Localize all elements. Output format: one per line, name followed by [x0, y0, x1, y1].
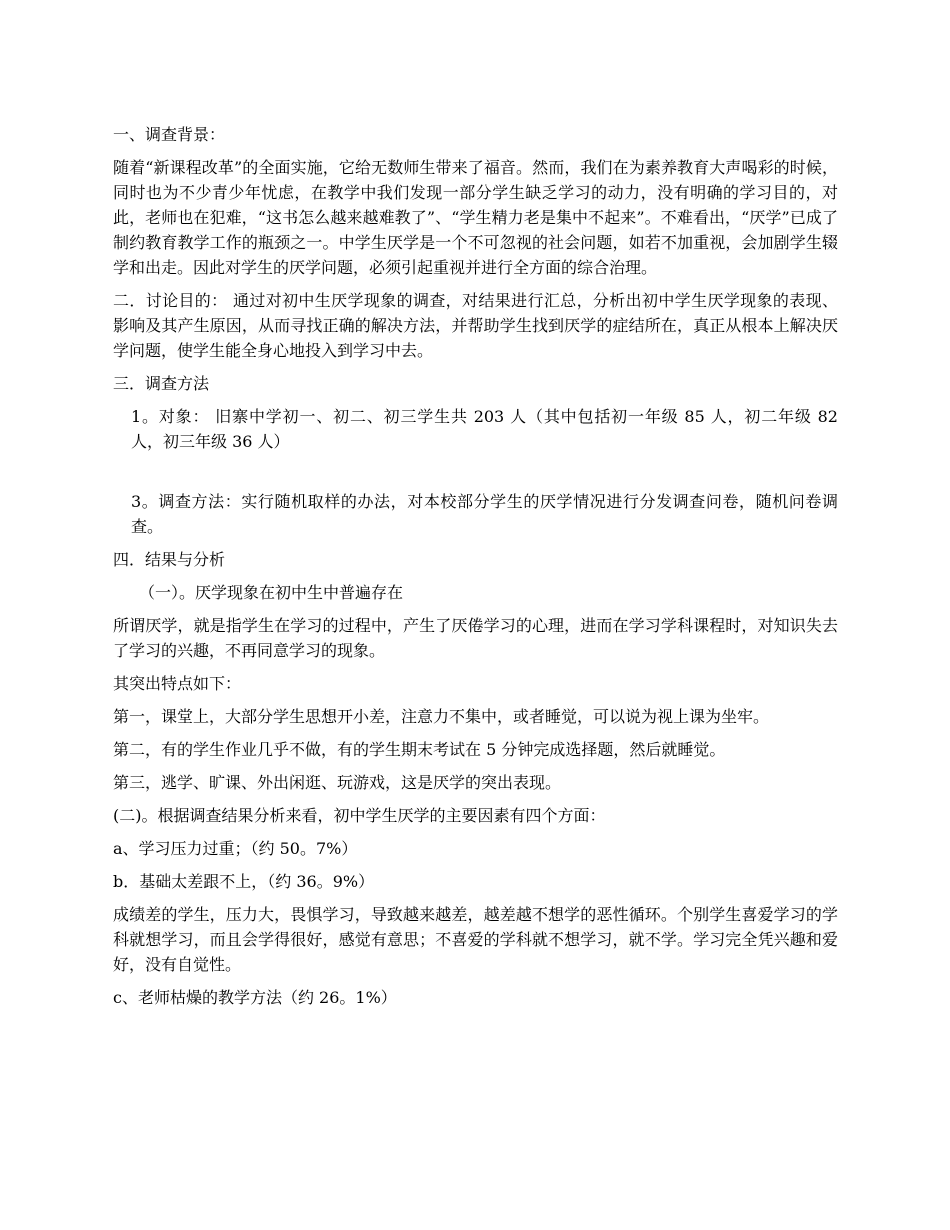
paragraph-definition: 所谓厌学，就是指学生在学习的过程中，产生了厌倦学习的心理，进而在学习学科课程时，对知识失去了学习的兴趣，不再同意学习的现象。: [113, 616, 838, 660]
subheading-prevalence: （一）。厌学现象在初中生中普遍存在: [139, 583, 404, 602]
paragraph-feature-2: 第二，有的学生作业几乎不做，有的学生期末考试在 5 分钟完成选择题，然后就睡觉。: [113, 740, 726, 759]
paragraph-background: 随着“新课程改革”的全面实施，它给无数师生带来了福音。然而，我们在为素养教育大声喝彩的时候，同时也为不少青少年忧虑，在教学中我们发现一部分学生缺乏学习的动力，没有明确的学习目的，对此，老师也在犯难，“这书怎么越来越难教了”、“学生精力老是集中不起来”。不难看出，“厌学”已成了制约教育教学工作的瓶颈之一。中学生厌学是一个不可忽视的社会问题，如若不加重视，会加剧学生辍学和出走。因此对学生的厌学问题，必须引起重视并进行全方面的综合治理。: [113, 158, 838, 277]
paragraph-feature-1: 第一，课堂上，大部分学生思想开小差，注意力不集中，或者睡觉，可以说为视上课为坐牢。: [113, 707, 770, 726]
paragraph-subjects: 1。对象： 旧寨中学初一、初二、初三学生共 203 人（其中包括初一年级 85 人，初二年级 82 人，初三年级 36 人）: [131, 407, 838, 451]
heading-survey-method: 三．调查方法: [113, 374, 210, 393]
paragraph-factor-b-detail: 成绩差的学生，压力大，畏惧学习，导致越来越差，越差越不想学的恶性循环。个别学生喜爱学习的学科就想学习，而且会学得很好，感觉有意思；不喜爱的学科就不想学习，就不学。学习完全凭兴趣和爱好，没有自觉性。: [113, 905, 838, 974]
paragraph-purpose: 二．讨论目的： 通过对初中生厌学现象的调查，对结果进行汇总，分析出初中学生厌学现象的表现、影响及其产生原因，从而寻找正确的解决方法，并帮助学生找到厌学的症结所在，真正从根本上解决厌学问题，使学生能全身心地投入到学习中去。: [113, 291, 838, 360]
blank-gap: [113, 462, 838, 489]
factor-a: a、学习压力过重；（约 50。7%）: [113, 839, 358, 858]
factor-b: b．基础太差跟不上，（约 36。9%）: [113, 872, 375, 891]
document-page: [113, 122, 838, 1018]
subheading-factors: (二)。根据调查结果分析来看，初中学生厌学的主要因素有四个方面：: [113, 806, 606, 825]
heading-results: 四．结果与分析: [113, 550, 226, 569]
heading-survey-background: 一、调查背景：: [113, 125, 226, 144]
paragraph-method-detail: 3。调查方法：实行随机取样的办法，对本校部分学生的厌学情况进行分发调查问卷，随机问卷调查。: [131, 492, 838, 536]
paragraph-feature-3: 第三，逃学、旷课、外出闲逛、玩游戏，这是厌学的突出表现。: [113, 773, 562, 792]
factor-c: c、老师枯燥的教学方法（约 26。1%）: [113, 988, 397, 1007]
paragraph-features-intro: 其突出特点如下：: [113, 674, 242, 693]
